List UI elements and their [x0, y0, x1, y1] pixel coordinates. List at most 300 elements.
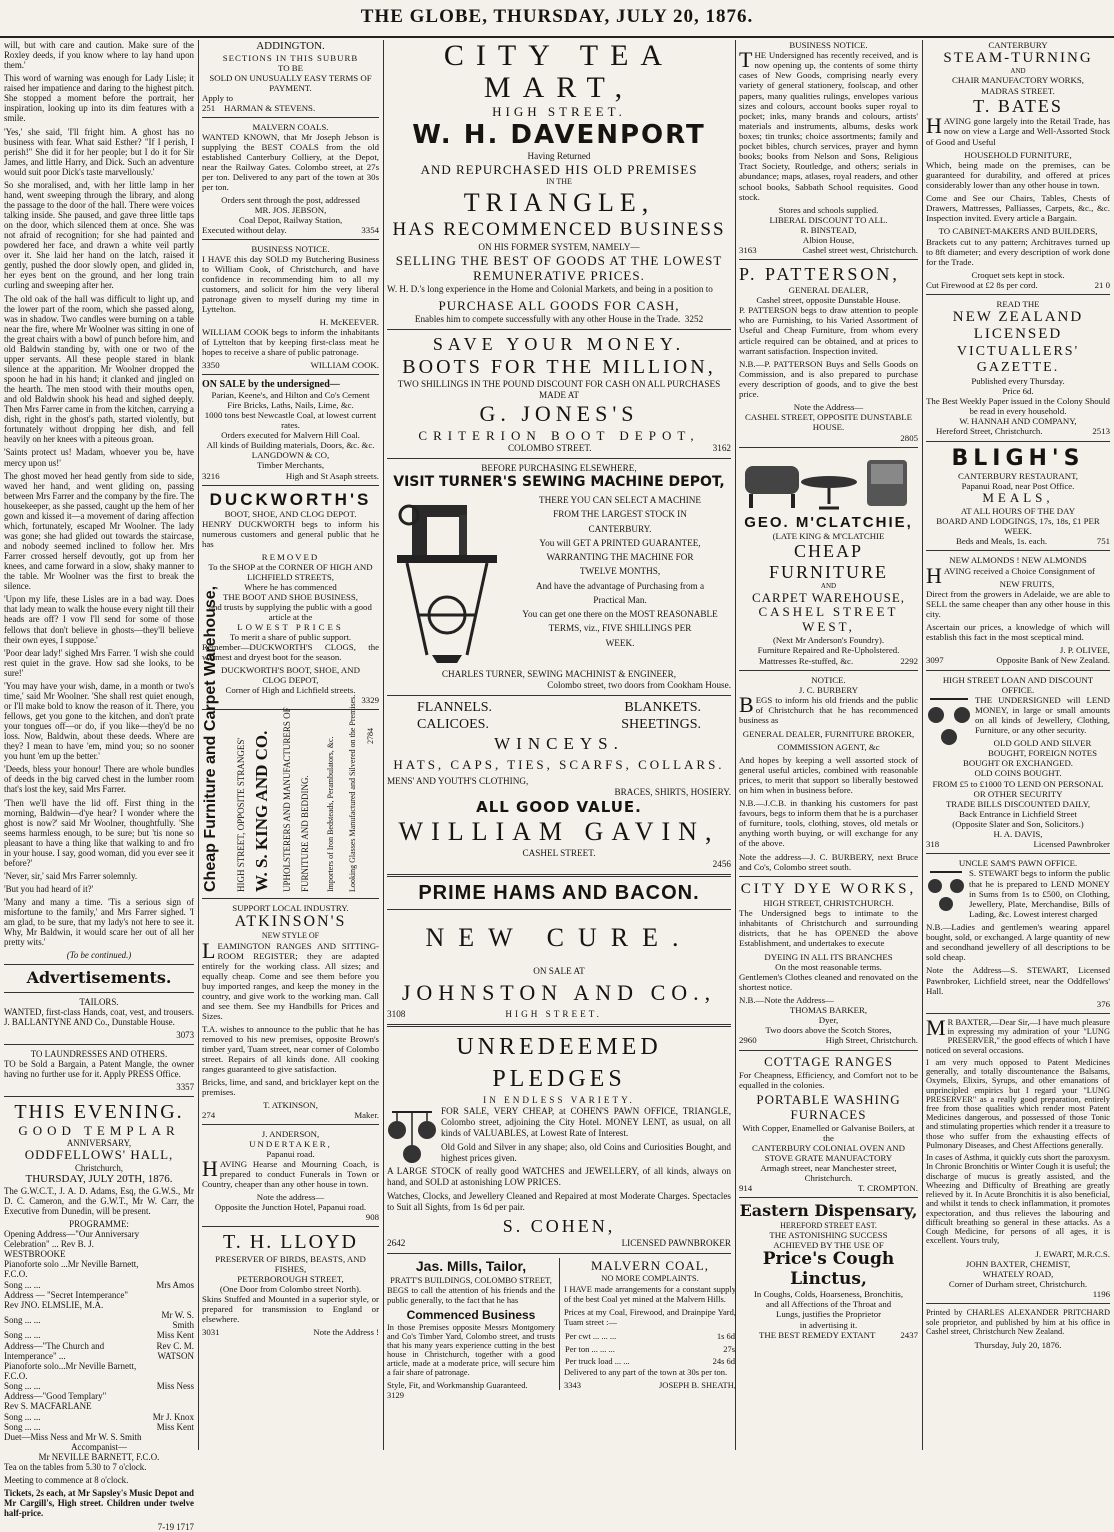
baxter-letter: In cases of Asthma, it quickly cuts short the paroxysm. In Chronic Bronchitis or Winter Cough it is useful; the discharge of mucus is greatly assisted, and the Wheezing and Difficulty of Breathing are greatly relieved by it. In Acute Bronchitis it is also beneficial, and whilst it tends to check inflammation, it promotes expectoration, and thus relieves the labouring and difficult breathing so general in these attacks. As a Cough Medicine, for persons of all ages, it is excellent. Yours truly,	[926, 1153, 1110, 1246]
addington-sections: SECTIONS IN THIS SUBURB	[222, 52, 359, 63]
cottage-body: CANTERBURY COLONIAL OVEN AND STOVE GRATE MANUFACTORY	[751, 1142, 906, 1163]
programme-item: Address—"Good Templary"	[4, 1391, 107, 1402]
hannah-company: W. HANNAH AND COMPANY,	[959, 416, 1077, 427]
loan-office: HIGH STREET LOAN AND DISCOUNT OFFICE.	[942, 674, 1094, 695]
ad-number: 3031	[202, 1326, 220, 1337]
dye-dyeing: DYEING IN ALL ITS BRANCHES	[764, 951, 893, 962]
programme-performer: Mr W. S. Smith	[161, 1310, 194, 1331]
turner-line: And have the advantage of Purchasing from a	[535, 580, 705, 591]
duckworth-shop: To the SHOP at the CORNER OF HIGH AND LICHFIELD STREETS,	[208, 561, 373, 582]
programme-item: Song ... ...	[4, 1411, 41, 1422]
dye-body: The Undersigned begs to intimate to the inhabitants of Christchurch and surrounding districts, that he has OPENED the above Establishment, and undertakes to execute	[739, 908, 918, 949]
lloyd-address: (One Door from Colombo street North).	[219, 1283, 362, 1294]
meeting-notice: Meeting to commence at 8 o'clock.	[4, 1475, 129, 1486]
patterson-sub: GENERAL DEALER,	[788, 284, 869, 295]
binstead-body: THE Undersigned has recently received, and is now opening up, the contents of some thirty cases of New Goods, comprising nearly every variety of general stationery, foolscap, and other papers, many qualities rulings, envelopes various sizes and colours, account books super royal to pocket; inks, many brands and colours, artists' materials and instruments, albums, desks work boxes; tin trunks; choice assortments; family and pocket bibles, church services, prayer and hymn books; books from Nelson and Sons, Religious Tract Society, Routledge, and others; serials in abundance; maps, atlases, royal readers, and other school books, Sabbath School requisites. Good stock.	[739, 47, 918, 202]
malvern-coals-heading: MALVERN COALS.	[252, 121, 329, 132]
bligh-address: Papanui Road, near Post Office.	[961, 480, 1075, 491]
davenport-system: ON HIS FORMER SYSTEM, NAMELY—	[478, 241, 640, 252]
ad-number: 2437	[900, 1329, 918, 1340]
davenport-in: IN THE	[546, 177, 572, 187]
uncle-ad	[926, 868, 1110, 919]
cohen-gold: Old Gold and Silver in any shape; also, old Coins and Curiosities Bought, and highest prices given.	[441, 1142, 731, 1164]
anderson-address: Papanui road.	[266, 1148, 315, 1159]
loan-ad	[926, 695, 1110, 735]
new-cure: NEW CURE.	[425, 922, 693, 952]
programme-item: Rev S. MACFARLANE	[4, 1401, 92, 1412]
baxter-letter: MR BAXTER,—Dear Sir,—I have much pleasure in expressing my admiration of your "LUNG PRESERVER," the good effects of which I have noticed on several occasions.	[926, 1014, 1110, 1055]
cottage-body: For Cheapness, Efficiency, and Comfort not to be equalled in the colonies.	[739, 1069, 918, 1090]
coal-price-table	[564, 1330, 736, 1367]
cabinet-body: Brackets cut to any pattern; Architraves turned up to 8ft diameter; and every description of work done for the Trade.	[926, 236, 1110, 267]
coal-price-row	[564, 1355, 736, 1367]
programme-item: Pianoforte solo ...Mr Neville Barnett, F.C.O.	[4, 1259, 139, 1280]
addington-apply: Apply to	[202, 92, 234, 103]
ad-number: 3329	[361, 695, 379, 706]
gazette-published: Published every Thursday.	[971, 375, 1065, 386]
nz-licensed: NEW ZEALAND LICENSED	[952, 309, 1084, 343]
burbery-nb: N.B.—J.C.B. in thanking his customers for past favours, begs to inform them that he is a purchaser of furniture, tools, clothing, stoves, old metals or anything worth buying, or will exchange for any of the above.	[739, 798, 918, 849]
turner-lines	[509, 493, 731, 650]
furniture-illustration	[739, 452, 918, 512]
baxter-corner: Corner of Durham street, Christchurch.	[948, 1278, 1088, 1289]
triangle: TRIANGLE,	[463, 188, 655, 217]
hannah-address: Hereford Street, Christchurch.	[936, 426, 1043, 437]
ad-number: 3108	[387, 1008, 406, 1019]
duckworth-heading: DUCKWORTH'S	[209, 489, 372, 509]
mclatchie-mattress: Mattresses Re-stuffed, &c.	[759, 655, 854, 666]
carpet-warehouse: CARPET WAREHOUSE,	[751, 589, 906, 605]
duckworth-remember: Remember—DUCKWORTH'S CLOGS, the warmest and dryest boot for the season.	[202, 642, 379, 663]
mens-clothing: MENS' AND YOUTH'S CLOTHING,	[387, 775, 529, 786]
turner-line: You will GET A PRINTED GUARANTEE,	[539, 537, 701, 548]
ad-number: 3162	[712, 443, 731, 454]
duckworth-footer: CLOG DEPOT,	[262, 675, 319, 686]
cohen-ad	[387, 1106, 731, 1166]
sale-item: Fire Bricks, Laths, Nails, Lime, &c.	[227, 400, 354, 411]
hats-caps-ties: HATS, CAPS, TIES, SCARFS, COLLARS.	[393, 757, 725, 773]
burbery-note: Note the address—J. C. BURBERY, next Bruce and Co's, Colombo street south.	[739, 851, 918, 872]
vertical-text: UPHOLSTERERS AND MANUFACTURERS OF	[282, 707, 292, 893]
new-almonds: NEW ALMONDS ! NEW ALMONDS	[949, 555, 1087, 566]
mills-ad	[387, 1258, 555, 1401]
turner-line: Practical Man.	[593, 594, 647, 605]
programme-row	[4, 1401, 194, 1411]
cook-notice: WILLIAM COOK begs to inform the inhabitants of Lyttelton that by keeping first-class meat he hopes to receive a share of public patronage.	[202, 326, 379, 357]
loan-back: Back Entrance in Lichfield Street	[959, 808, 1077, 819]
serial-story	[4, 40, 194, 947]
accompanist-label: Accompanist—	[71, 1442, 127, 1453]
imprint-date: Thursday, July 20, 1876.	[974, 1339, 1062, 1350]
vertical-text: HIGH STREET, OPPOSITE STRANGES'	[236, 738, 246, 893]
programme-performer: Miss Kent	[156, 1421, 194, 1432]
unredeemed-sub: IN ENDLESS VARIETY.	[483, 1095, 635, 1105]
sewing-machine-icon	[387, 495, 507, 665]
vertical-firm: W. S. KING AND CO.	[252, 730, 271, 893]
lloyd-address: PETERBOROUGH STREET,	[237, 1273, 344, 1284]
ad-number: 2513	[1092, 426, 1110, 437]
davenport-body: W. H. D.'s long experience in the Home and Colonial Markets, and being in a position to	[387, 284, 713, 295]
johnston-street: HIGH STREET.	[505, 1008, 602, 1019]
programme-performer	[144, 1432, 194, 1442]
addington-text: SOLD ON UNUSUALLY EASY TERMS OF PAYMENT.	[209, 72, 372, 93]
cabinet-makers: TO CABINET-MAKERS AND BUILDERS,	[938, 226, 1098, 237]
bates-body: Which, being made on the premises, can be guaranteed for durability, and offered at prices considerably lower than any other house in town.	[926, 159, 1110, 190]
burbery-name: J. C. BURBERY	[798, 684, 859, 695]
patterson-note: Note the Address—	[793, 402, 864, 413]
meals: MEALS,	[982, 490, 1054, 506]
duckworth-text: THE BOOT AND SHOE BUSINESS,	[223, 592, 358, 603]
atkinson-maker: Maker.	[354, 1109, 379, 1120]
ad-number: 3129	[387, 1390, 404, 1401]
turner-line: CANTERBURY.	[588, 523, 652, 534]
burbery-body: BEGS to inform his old friends and the public of Christchurch that he has recommenced business as	[739, 691, 918, 726]
binstead-discount: LIBERAL DISCOUNT TO ALL.	[769, 214, 888, 225]
gazette-price: Price 6d.	[1002, 385, 1034, 396]
turner-signature: CHARLES TURNER, SEWING MACHINIST & ENGINEER,	[441, 669, 677, 680]
programme-item: Duet—Miss Ness and Mr W. S. Smith	[4, 1431, 142, 1442]
william-gavin: WILLIAM GAVIN,	[398, 816, 720, 846]
household-furniture: HOUSEHOLD FURNITURE,	[964, 149, 1072, 160]
furnaces: FURNACES	[790, 1106, 867, 1122]
ad-number: 21 0	[1094, 279, 1110, 290]
loan-from: FROM £5 to £1000 TO LEND ON PERSONAL OR OTHER SECURITY	[932, 778, 1104, 799]
mclatchie-next: (Next Mr Anderson's Foundry).	[772, 635, 885, 646]
ad-number: 2456	[712, 858, 731, 869]
madras-street: MADRAS STREET.	[981, 85, 1055, 96]
turner-line: TWELVE MONTHS,	[579, 566, 661, 577]
uncle-note: Note the Address—S. STEWART, Licensed Pawnbroker, Lichfield street, near the Oddfellows' Hall.	[926, 965, 1110, 996]
lloyd-note: Note the Address !	[313, 1326, 379, 1337]
programme-row	[4, 1361, 194, 1381]
anderson-address: Opposite the Junction Hotel, Papanui road.	[214, 1201, 367, 1212]
programme-item: Address—"The Church and Intemperance" ...	[4, 1340, 105, 1361]
loan-coins: OLD COINS BOUGHT.	[974, 768, 1062, 779]
dye-nb: N.B.—Note the Address—	[739, 995, 834, 1006]
duckworth-text: and trusts by supplying the public with a good article at the	[209, 602, 372, 623]
lloyd-heading: T. H. LLOYD	[223, 1230, 358, 1253]
story-paragraph: 'Saints protect us! Madam, whoever you be, have mercy upon us!'	[4, 447, 194, 468]
programme-item: Opening Address—"Our Anniversary Celebration" ... Rev B. J. WESTBROOKE	[4, 1228, 140, 1260]
column-rule	[922, 40, 923, 1450]
baxter-road: WHATELY ROAD,	[982, 1268, 1054, 1279]
davenport-heading: W. H. DAVENPORT	[412, 119, 706, 150]
canterbury: CANTERBURY	[988, 40, 1048, 50]
anniversary: ANNIVERSARY,	[66, 1138, 132, 1149]
davenport-line: PURCHASE ALL GOODS FOR CASH,	[438, 298, 680, 314]
braces-shirts: BRACES, SHIRTS, HOSIERY.	[614, 786, 731, 797]
programme-table	[4, 1229, 194, 1442]
ad-number: 3350	[202, 359, 220, 370]
dispensary-body: THE ASTONISHING SUCCESS	[769, 1229, 888, 1240]
notice-heading: NOTICE.	[811, 674, 846, 685]
programme-performer	[144, 1290, 194, 1300]
patterson-heading: P. PATTERSON,	[739, 264, 900, 285]
duckworth-footer: Corner of High and Lichfield streets.	[225, 685, 356, 696]
duckworth-body: HENRY DUCKWORTH begs to inform his numerous customers and general public that he has	[202, 518, 379, 549]
davenport-line: SELLING THE BEST OF GOODS AT THE LOWEST	[395, 252, 723, 268]
laundresses-heading: TO LAUNDRESSES AND OTHERS.	[30, 1048, 168, 1059]
bates-body: Come and See our Chairs, Tables, Chests of Drawers, Mattresses, Palliasses, Carpets, &c., &c. Inspection invited. Every article a Bargain.	[926, 193, 1110, 224]
linctus-body: in advertising it.	[799, 1319, 858, 1330]
almonds-body: Ascertain our prices, a knowledge of which will establish this fact in the most sceptical mind.	[926, 622, 1110, 643]
sale-item: Parian, Keene's, and Hilton and Co's Cement	[211, 390, 370, 401]
story-paragraph: 'Upon my life, these Lisles are in a bad way. Does that lady mean to walk the house every night till their heads are off? I vow I'll send for some of those fellows that don't believe in ghosts—they'll believe their own eyes, I suppose.'	[4, 594, 194, 645]
bottom-ads	[387, 1257, 736, 1418]
malvern-coal-sub: NO MORE COMPLAINTS.	[601, 1273, 699, 1284]
atkinson-sub: NEW STYLE OF	[261, 931, 320, 941]
best-remedy: THE BEST REMEDY EXTANT	[759, 1329, 876, 1340]
signature: H. McKEEVER.	[319, 316, 379, 327]
story-paragraph: 'Never, sir,' said Mrs Farrer solemnly.	[4, 870, 138, 881]
ad-number: 274	[202, 1109, 216, 1120]
ad-number: 3216	[202, 470, 220, 481]
atkinson-body: Bricks, lime, and sand, and bricklayer kept on the premises.	[202, 1076, 379, 1097]
duckworth-sub: BOOT, SHOE, AND CLOG DEPOT.	[224, 508, 357, 519]
programme-item: Song ... ...	[4, 1421, 41, 1432]
pawnbroker-balls-icon	[926, 868, 966, 916]
ad-number: 2292	[900, 655, 918, 666]
dye-rates: On the most reasonable terms.	[775, 961, 882, 972]
jones-discount: TWO SHILLINGS IN THE POUND DISCOUNT FOR CASH ON ALL PURCHASES MADE AT	[397, 379, 721, 401]
cottage-ranges: COTTAGE RANGES	[764, 1053, 893, 1069]
bates-body: HAVING gone largely into the Retail Trade, has now on view a Large and Well-Assorted Stock of Good and Useful	[926, 113, 1110, 147]
ad-number: 2960	[739, 1035, 757, 1046]
programme-row	[4, 1422, 194, 1432]
cohen-heading: S. COHEN,	[502, 1216, 616, 1237]
column-1	[4, 40, 195, 1532]
patterson-address: CASHEL STREET, OPPOSITE DUNSTABLE HOUSE.	[745, 412, 912, 433]
ad-number: 2784	[366, 728, 375, 745]
ad-number: 3252	[684, 313, 704, 324]
story-paragraph: 'Many and many a time. 'Tis a serious sign of misfortune to the family,' and Mrs Farrer sighed. 'I am glad, to be sure, that my lady's not here to see it. Why, Mr Baldwin, it would scare her out of all her pretty wits.'	[4, 897, 194, 948]
cohen-body: FOR SALE, VERY CHEAP, at COHEN'S PAWN OFFICE, TRIANGLE, Colombo street, adjoining the City Hotel. MONEY LENT, as usual, on all kinds of VALUABLES, at Lowest Rate of Interest.	[441, 1106, 731, 1139]
on-sale-at: ON SALE AT	[533, 965, 585, 976]
burbery-trades: GENERAL DEALER, FURNITURE BROKER, COMMISSION AGENT, &c	[742, 729, 915, 753]
signature: H. A. DAVIS,	[993, 829, 1043, 840]
ad-number: 3163	[739, 245, 757, 256]
signature: R. BINSTEAD,	[800, 224, 857, 235]
ad-number: 3343	[564, 1380, 581, 1391]
turner-line: TERMS, viz., FIVE SHILLINGS PER	[548, 623, 692, 634]
vertical-text: Looking Glasses Manufactured and Silvered on the Premises.	[348, 694, 357, 893]
column-4	[739, 40, 918, 1448]
dispensary-body: ACHIEVED BY THE USE OF	[773, 1240, 884, 1251]
malvern-coal-heading: MALVERN COAL,	[591, 1257, 709, 1273]
boots-for-the-million: BOOTS FOR THE MILLION,	[402, 356, 716, 379]
davenport-line: HAS RECOMMENCED BUSINESS	[392, 219, 726, 240]
city-tea-mart: CITY TEA MART,	[443, 39, 675, 104]
uncle-nb: N.B.—Ladies and gentlemen's wearing apparel bought, sold, or exchanged. A large quantity of new and secondhand jewellery of all descriptions to be sold cheap.	[926, 922, 1110, 963]
tailors-ad: WANTED, first-class Hands, coat, vest, and trousers. J. BALLANTYNE AND Co., Dunstable House.	[4, 1006, 194, 1027]
atkinson-pre: SUPPORT LOCAL INDUSTRY.	[232, 903, 349, 914]
langdown-address: High and St Asaph streets.	[285, 470, 379, 481]
programme-item: Song ... ...	[4, 1381, 41, 1392]
malvern-coal-body: I HAVE made arrangements for a constant supply of the best Coal yet mined at the Malvern Hills.	[564, 1283, 736, 1304]
business-notice-body: I HAVE this day SOLD my Butchering Business to William Cook, of Christchurch, and have confidence in recommending him to all my customers, and solicit for him the very liberal patronage given to myself during my time in Lyttelton.	[202, 253, 379, 314]
programme-performer: Miss Ness	[156, 1381, 194, 1392]
winceys: WINCEYS.	[494, 733, 624, 753]
lloyd-sub: PRESERVER OF BIRDS, BEASTS, AND FISHES,	[215, 1253, 366, 1274]
gavin-street: CASHEL STREET.	[522, 847, 596, 858]
programme-item: Rev JNO. ELMSLIE, M.A.	[4, 1299, 104, 1310]
jones-heading: G. JONES'S	[479, 401, 639, 427]
to-be-continued: (To be continued.)	[66, 950, 132, 961]
coal-unit: Per truck load ... ...	[565, 1355, 630, 1366]
programme-row	[4, 1280, 194, 1290]
anderson-sub: UNDERTAKER,	[249, 1138, 332, 1149]
ad-number: 1196	[1092, 1288, 1110, 1299]
programme-row	[4, 1341, 194, 1361]
column-rule	[198, 40, 199, 1450]
programme-item: Address — "Secret Intemperance"	[4, 1289, 129, 1300]
vertical-heading: Cheap Furniture and Carpet Warehouse,	[202, 586, 219, 893]
cohen-sub: LICENSED PAWNBROKER	[621, 1237, 731, 1248]
sale-item: 1000 tons best Newcastle Coal, at lowest current rates.	[204, 410, 377, 431]
ad-number: 376	[1096, 998, 1110, 1009]
signature: THOMAS BARKER,	[789, 1005, 868, 1016]
signature: J. EWART, M.R.C.S.	[1035, 1248, 1110, 1259]
turner-line: WARRANTING THE MACHINE FOR	[546, 552, 694, 563]
sale-items	[202, 390, 379, 450]
steam-turning: STEAM-TURNING	[943, 50, 1093, 67]
anderson-note: Note the address—	[256, 1191, 325, 1202]
pawnbroker-balls-icon	[387, 1106, 437, 1170]
ad-number: 914	[739, 1183, 753, 1194]
event-date: THURSDAY, JULY 20TH, 1876.	[25, 1173, 173, 1186]
olivee-address: Opposite Bank of New Zealand.	[996, 655, 1110, 666]
programme-row	[4, 1259, 194, 1279]
signature: JOSEPH B. SHEATH,	[659, 1380, 736, 1391]
cottage-body: With Copper, Enamelled or Galvanise Boilers, at the	[742, 1122, 915, 1143]
ad-number: 2642	[387, 1237, 406, 1248]
malvern-coal-delivery: Delivered to any part of the town at 30s per ton.	[564, 1366, 728, 1377]
chair-manufactory: CHAIR MANUFACTORY WORKS,	[952, 75, 1084, 86]
davis-sub: Licensed Pawnbroker	[1033, 839, 1110, 850]
davenport-line: AND REPURCHASED HIS OLD PREMISES	[420, 161, 698, 177]
ad-number: 2805	[900, 432, 918, 443]
linctus-body: In Coughs, Colds, Hoarseness, Bronchitis,	[753, 1289, 904, 1300]
davenport-line: Enables him to compete successfully with any other House in the Trade.	[414, 313, 681, 324]
and-text: AND	[820, 582, 837, 591]
good-templar: GOOD TEMPLAR	[18, 1122, 180, 1138]
coal-unit: Per ton ... ... ...	[565, 1343, 615, 1354]
event-description: The G.W.C.T., J. A. D. Adams, Esq, the G.W.S., Mr D. C. Cameron, and the G.W.T., Mr W. Carr, the Executive from Dunedin, will be present.	[4, 1185, 194, 1216]
column-rule	[383, 40, 384, 1450]
on-sale-heading: ON SALE by the undersigned—	[202, 378, 340, 390]
programme-item: Song ... ...	[4, 1279, 41, 1290]
programme-row	[4, 1381, 194, 1391]
coal-price: 27s	[723, 1343, 735, 1354]
lloyd-body: Skins Stuffed and Mounted in a superior style, or prepared for transmission to England or elsewhere.	[202, 1293, 379, 1324]
story-paragraph: 'Poor dear lady!' sighed Mrs Farrer. 'I wish she could rest quiet in the grave. How sad she looks, to be sure!'	[4, 647, 194, 678]
cashel-street-west: CASHEL STREET WEST,	[758, 604, 899, 635]
sheetings: SHEETINGS.	[621, 717, 701, 733]
victuallers-gazette: VICTUALLERS' GAZETTE.	[956, 343, 1080, 375]
cottage-address: Armagh street, near Manchester street, Christchurch.	[760, 1163, 897, 1184]
all-good-value: ALL GOOD VALUE.	[476, 797, 642, 816]
baxter-letter: I am very much opposed to Patent Medicines generally, and totally discountenance the Balsams, Oxymels, Elixirs, Syrups, and other emanations of unprincipled empirics but I regard your "LUNG PRESERVER" as a really good preparation, entirely free from those qualities which render most Patent Medicines dangerous, and possessed of those Tonic and stimulating properties which render it a treasure to those who suffer from the exhausting effects of Pulmonary Diseases, and Chest Affections generally.	[926, 1057, 1110, 1150]
duckworth-lowest: LOWEST PRICES	[237, 622, 344, 633]
atkinson-heading: ATKINSON'S	[234, 913, 347, 931]
high-street: HIGH STREET.	[492, 104, 626, 119]
calicoes: CALICOES.	[417, 717, 489, 733]
programme-performer	[144, 1391, 194, 1401]
sale-item: Orders executed for Malvern Hill Coal.	[221, 430, 360, 441]
cohen-body: Watches, Clocks, and Jewellery Cleaned and Repaired at most Moderate Charges. Spectacles to Suit all Sights, from 1s 6d per pair.	[387, 1191, 731, 1213]
malvern-coal-ad	[559, 1258, 736, 1390]
turner-line: THERE YOU CAN SELECT A MACHINE	[538, 495, 702, 506]
uncle-sams: UNCLE SAM'S PAWN OFFICE.	[958, 858, 1078, 869]
cohen-body: A LARGE STOCK of really good WATCHES and JEWELLERY, of all kinds, always on hand, and SOLD at astonishing LOW PRICES.	[387, 1166, 731, 1188]
bligh-sub: CANTERBURY RESTAURANT,	[957, 470, 1079, 481]
ad-number: 3097	[926, 655, 944, 666]
almonds-body: HAVING received a Choice Consignment of	[926, 562, 1095, 588]
addington-heading: ADDINGTON.	[256, 40, 325, 52]
masthead: THE GLOBE, THURSDAY, JULY 20, 1876.	[0, 0, 1114, 38]
mills-commenced: Commenced Business	[406, 1308, 536, 1323]
duckworth-footer: DUCKWORTH'S BOOT, SHOE, AND	[221, 665, 360, 676]
loan-trade: TRADE BILLS DISCOUNTED DAILY,	[945, 798, 1091, 809]
binstead-text: Stores and schools supplied.	[778, 204, 879, 215]
dispensary-address: HEREFORD STREET EAST.	[780, 1220, 877, 1230]
portable-washing: PORTABLE WASHING	[756, 1091, 901, 1107]
linctus-body: and all Affections of the Throat and	[765, 1299, 892, 1310]
ad-number: 318	[926, 839, 940, 850]
johnston-heading: JOHNSTON AND CO.,	[401, 979, 717, 1005]
imprint: Printed by CHARLES ALEXANDER PRITCHARD sole proprietor, and published by him at his office in Cashel street, Christchurch New Zealand.	[926, 1308, 1110, 1337]
turner-address: Colombo street, two doors from Cookham House.	[547, 680, 731, 691]
loan-opposite: (Opposite Slater and Son, Solicitors.)	[952, 819, 1084, 830]
malvern-name: MR. JOS. JEBSON,	[254, 204, 327, 215]
dye-clean: Gentlemen's Clothes cleaned and renovated on the shortest notice.	[739, 971, 918, 992]
programme-row	[4, 1310, 194, 1330]
story-paragraph: The old oak of the hall was difficult to light up, and the lower part of the room, which she passed along, was in shadow. Two candles were burning on a table near the fire, where Mr Woolner was sitting in one of the great chairs with a bowl of punch before him, and old Baldwin standing by, with one or two of the upper servants. All these people stared in blank silence at the apparition. Mr Woolner dropped the spoon he had in his hand; it clanked and jingled on the hearth. The men stood with their mouths open, and old Baldwin shook his head and sighed deeply. Then Mrs Farrer came in from the kitchen, carrying a dish, right in the ghost's path, started violently, but fortunately without dropping her dish, and fell heavily on her knees with a piteous groan.	[4, 293, 195, 445]
dye-address: High Street, Christchurch.	[825, 1035, 918, 1046]
duckworth-removed: REMOVED	[261, 551, 320, 562]
and-text: AND	[1010, 67, 1026, 76]
programme-row	[4, 1290, 194, 1300]
coal-price: 24s 6d	[712, 1355, 735, 1366]
column-rule	[735, 40, 736, 1450]
programme-row	[4, 1432, 194, 1442]
mills-body: In those Premises opposite Messrs Montgomery and Co's Timber Yard, Colombo street, and trusts that his many years experience cutting in the best house in Christchurch, together with a good article, made at a moderate price, will secure him a fair share of patronage.	[387, 1322, 555, 1378]
programme-row	[4, 1300, 194, 1310]
ad-number: 3354	[361, 224, 379, 235]
signature: T. CROMPTON.	[857, 1183, 918, 1194]
column-5	[926, 40, 1110, 1448]
mills-address: PRATT'S BUILDINGS, COLOMBO STREET,	[390, 1274, 552, 1285]
prime-hams: PRIME HAMS AND BACON.	[418, 881, 700, 904]
malvern-coals-ad: WANTED KNOWN, that Mr Joseph Jebson is supplying the BEST COALS from the old established Canterbury Colliery, at the Depot, near the Railway Gates. Colombo street, at 27s per ton. Delivered to any part of the town at 30s per ton.	[202, 131, 379, 192]
atkinson-body: LEAMINGTON RANGES AND SITTING-ROOM REGISTER; they are adapted entirely for the working class. All sizes; and equally cheap. Come and see them before you buy imported ranges, and keep the money in the country, and give work to the working man. Call and see them. See my Handbills for Prices and Sizes.	[202, 937, 379, 1021]
vertical-text: FURNITURE AND BEDDING.	[300, 775, 310, 893]
firewood: Cut Firewood at £2 8s per cord.	[926, 279, 1038, 290]
advertisements-header: Advertisements.	[26, 968, 172, 988]
laundresses-ad: TO be Sold a Bargain, a Patent Mangle, the owner having no further use for it. Apply PRESS Office.	[4, 1058, 194, 1079]
this-evening-heading: THIS EVENING.	[14, 1101, 184, 1124]
programme-performer	[144, 1259, 194, 1279]
blighs-heading: BLIGH'S	[951, 445, 1085, 471]
baxter-chemist: JOHN BAXTER, CHEMIST,	[965, 1258, 1071, 1269]
pawnbroker-balls-icon	[926, 695, 972, 751]
programme-item: Song ... ...	[4, 1315, 41, 1326]
coal-price-row	[564, 1330, 736, 1342]
dye-dyer: Dyer,	[818, 1015, 839, 1026]
oddfellows-hall: ODDFELLOWS' HALL,	[24, 1147, 174, 1163]
mills-body: BEGS to call the attention of his friends and the public generally, to the fact that he has	[387, 1284, 555, 1305]
turner-line: You can get one there on the MOST REASONABLE	[522, 609, 718, 620]
